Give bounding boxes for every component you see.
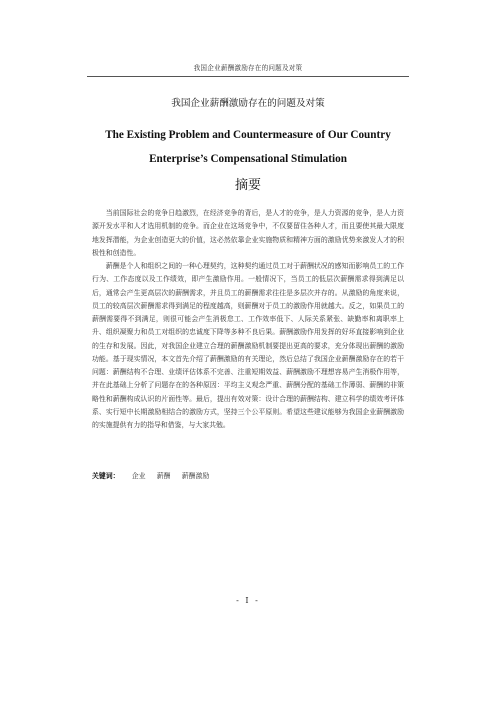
english-title-line-2: Enterprise’s Compensational Stimulation (149, 153, 347, 165)
page-number: - I - (236, 596, 260, 605)
keyword-item: 薪酬 (156, 472, 171, 480)
abstract-paragraph-1: 当前国际社会的竞争日趋激烈，在经济竞争的背后，是人才的竞争，是人力资源的竞争，是人力资源开发水平和人才选用机制的竞争。而企业在这场竞争中，不仅要留住各种人才，而且要使其最大限度地发挥潜能，为企业创造更大的价值，这必然依靠企业实施物质和精神方面的激励优势来激发人才的积极性和创造性。 (92, 209, 404, 257)
abstract-heading: 摘要 (234, 178, 261, 193)
abstract-paragraph-2: 薪酬是个人和组织之间的一种心理契约，这种契约通过员工对于薪酬状况的感知而影响员工的工作行为、工作态度以及工作绩效，即产生激励作用。一般情况下，当员工的低层次薪酬需求得到满足以后，通常会产生更高层次的薪酬需求，并且员工的薪酬需求往往是多层次并存的。从激励的角度来说，员工的较高层次薪酬需求得到满足的程度越高，则薪酬对于员工的激励作用就越大。反之，如果员工的薪酬需要得不到满足，则很可能会产生消极怠工、工作效率低下、人际关系紧张、缺勤率和离职率上升、组织凝聚力和员工对组织的忠诚度下降等多种不良后果。薪酬激励作用发挥的好坏直接影响到企业的生存和发展。因此，对我国企业建立合理的薪酬激励机制要提出更高的要求，充分体现出薪酬的激励功能。基于现实情况，本文首先介绍了薪酬激励的有关理论，然后总结了我国企业薪酬激励存在的若干问题：薪酬结构不合理、业绩评估体系不完善、注重短期效益、薪酬激励不理想容易产生消极作用等，并在此基础上分析了问题存在的各种原因：平均主义观念严重、薪酬分配的基础工作薄弱、薪酬的非策略性和薪酬构成认识的片面性等。最后，提出有效对策：设计合理的薪酬结构、建立科学的绩效考评体系、实行短中长期激励相结合的激励方式，坚持三个公平原则。希望这些建议能够为我国企业薪酬激励的实施提供有力的指导和借鉴，与大家共勉。 (92, 262, 404, 429)
english-title (0, 123, 496, 171)
running-header: 我国企业薪酬激励存在的问题及对策 (193, 64, 303, 72)
english-title-line-1: The Existing Problem and Countermeasure of Our Country (105, 129, 391, 141)
abstract-body (92, 207, 404, 432)
keyword-item: 企业 (131, 472, 146, 480)
chinese-title: 我国企业薪酬激励存在的问题及对策 (171, 98, 325, 109)
header-divider (87, 76, 409, 77)
keywords-label: 关键词： (92, 472, 120, 480)
keyword-item: 薪酬激励 (181, 472, 210, 480)
keywords-line (92, 470, 404, 483)
